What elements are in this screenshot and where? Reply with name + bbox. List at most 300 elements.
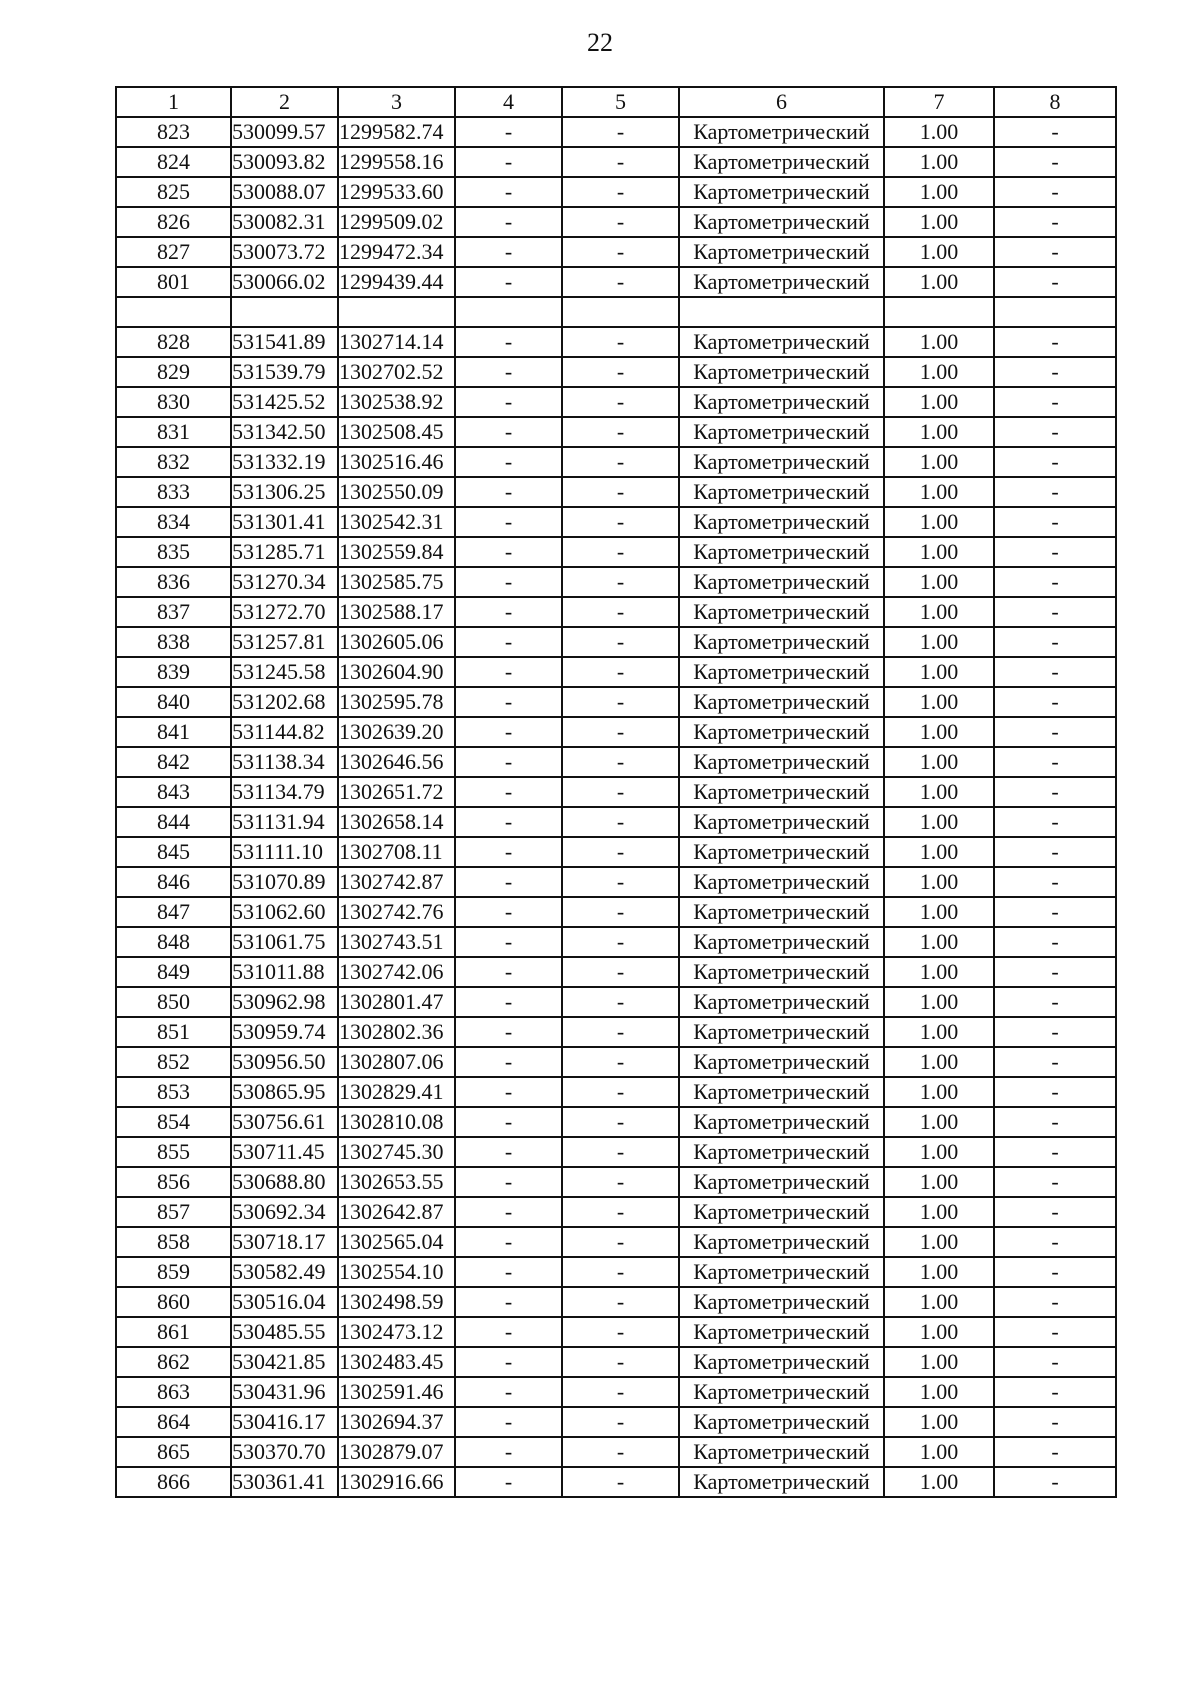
x-coordinate-cell: 531202.68	[231, 687, 338, 717]
accuracy-cell: 1.00	[884, 147, 994, 177]
accuracy-cell: 1.00	[884, 1197, 994, 1227]
column-8-cell: -	[994, 717, 1116, 747]
accuracy-cell: 1.00	[884, 1167, 994, 1197]
x-coordinate-cell: 531425.52	[231, 387, 338, 417]
column-4-cell: -	[455, 777, 562, 807]
column-5-cell	[562, 297, 679, 327]
x-coordinate-cell: 530370.70	[231, 1437, 338, 1467]
x-coordinate-cell: 530082.31	[231, 207, 338, 237]
accuracy-cell: 1.00	[884, 1467, 994, 1497]
y-coordinate-cell: 1302498.59	[338, 1287, 455, 1317]
table-row	[116, 1107, 1116, 1137]
method-cell: Картометрический	[679, 597, 884, 627]
table-row	[116, 897, 1116, 927]
y-coordinate-cell: 1302742.87	[338, 867, 455, 897]
column-8-cell: -	[994, 1107, 1116, 1137]
column-4-cell: -	[455, 897, 562, 927]
point-number-cell: 831	[116, 417, 231, 447]
method-cell: Картометрический	[679, 687, 884, 717]
column-4-cell	[455, 297, 562, 327]
column-4-cell: -	[455, 567, 562, 597]
column-5-cell: -	[562, 207, 679, 237]
y-coordinate-cell: 1302653.55	[338, 1167, 455, 1197]
table-row	[116, 1467, 1116, 1497]
accuracy-cell: 1.00	[884, 207, 994, 237]
x-coordinate-cell: 531306.25	[231, 477, 338, 507]
table-row	[116, 1257, 1116, 1287]
column-4-cell: -	[455, 1167, 562, 1197]
column-8-cell: -	[994, 1077, 1116, 1107]
method-cell: Картометрический	[679, 477, 884, 507]
point-number-cell: 848	[116, 927, 231, 957]
point-number-cell: 861	[116, 1317, 231, 1347]
column-4-cell: -	[455, 837, 562, 867]
x-coordinate-cell: 530416.17	[231, 1407, 338, 1437]
y-coordinate-cell: 1302708.11	[338, 837, 455, 867]
point-number-cell: 864	[116, 1407, 231, 1437]
point-number-cell: 866	[116, 1467, 231, 1497]
x-coordinate-cell: 531070.89	[231, 867, 338, 897]
y-coordinate-cell: 1302554.10	[338, 1257, 455, 1287]
x-coordinate-cell: 531342.50	[231, 417, 338, 447]
column-4-cell: -	[455, 1137, 562, 1167]
column-5-cell: -	[562, 1407, 679, 1437]
table-row	[116, 297, 1116, 327]
column-5-cell: -	[562, 1377, 679, 1407]
column-8-cell: -	[994, 807, 1116, 837]
x-coordinate-cell: 530088.07	[231, 177, 338, 207]
method-cell: Картометрический	[679, 957, 884, 987]
point-number-cell: 833	[116, 477, 231, 507]
column-header: 8	[994, 87, 1116, 117]
column-8-cell: -	[994, 597, 1116, 627]
x-coordinate-cell: 530711.45	[231, 1137, 338, 1167]
y-coordinate-cell: 1302585.75	[338, 567, 455, 597]
column-4-cell: -	[455, 1017, 562, 1047]
y-coordinate-cell: 1299533.60	[338, 177, 455, 207]
y-coordinate-cell: 1302604.90	[338, 657, 455, 687]
accuracy-cell: 1.00	[884, 387, 994, 417]
column-5-cell: -	[562, 897, 679, 927]
column-8-cell: -	[994, 1407, 1116, 1437]
point-number-cell: 828	[116, 327, 231, 357]
y-coordinate-cell: 1302483.45	[338, 1347, 455, 1377]
x-coordinate-cell: 530066.02	[231, 267, 338, 297]
method-cell: Картометрический	[679, 237, 884, 267]
column-8-cell: -	[994, 987, 1116, 1017]
column-4-cell: -	[455, 717, 562, 747]
method-cell: Картометрический	[679, 1107, 884, 1137]
column-5-cell: -	[562, 1317, 679, 1347]
column-4-cell: -	[455, 687, 562, 717]
method-cell: Картометрический	[679, 1047, 884, 1077]
column-8-cell: -	[994, 1347, 1116, 1377]
x-coordinate-cell: 531301.41	[231, 507, 338, 537]
y-coordinate-cell: 1302642.87	[338, 1197, 455, 1227]
column-8-cell: -	[994, 837, 1116, 867]
accuracy-cell: 1.00	[884, 567, 994, 597]
column-8-cell: -	[994, 657, 1116, 687]
column-8-cell: -	[994, 267, 1116, 297]
method-cell: Картометрический	[679, 1437, 884, 1467]
point-number-cell: 838	[116, 627, 231, 657]
x-coordinate-cell: 531134.79	[231, 777, 338, 807]
column-8-cell: -	[994, 1377, 1116, 1407]
column-8-cell: -	[994, 777, 1116, 807]
point-number-cell: 855	[116, 1137, 231, 1167]
x-coordinate-cell: 530718.17	[231, 1227, 338, 1257]
point-number-cell: 801	[116, 267, 231, 297]
column-5-cell: -	[562, 1347, 679, 1377]
column-5-cell: -	[562, 687, 679, 717]
column-4-cell: -	[455, 207, 562, 237]
column-5-cell: -	[562, 777, 679, 807]
column-8-cell: -	[994, 567, 1116, 597]
y-coordinate-cell: 1302810.08	[338, 1107, 455, 1137]
accuracy-cell: 1.00	[884, 1377, 994, 1407]
table-row	[116, 927, 1116, 957]
point-number-cell: 847	[116, 897, 231, 927]
table-row	[116, 1317, 1116, 1347]
point-number-cell: 845	[116, 837, 231, 867]
method-cell: Картометрический	[679, 867, 884, 897]
column-8-cell: -	[994, 1467, 1116, 1497]
y-coordinate-cell: 1302639.20	[338, 717, 455, 747]
column-4-cell: -	[455, 327, 562, 357]
table-row	[116, 1077, 1116, 1107]
method-cell: Картометрический	[679, 1377, 884, 1407]
point-number-cell: 856	[116, 1167, 231, 1197]
table-row	[116, 267, 1116, 297]
accuracy-cell: 1.00	[884, 717, 994, 747]
column-4-cell: -	[455, 1407, 562, 1437]
y-coordinate-cell: 1302591.46	[338, 1377, 455, 1407]
method-cell: Картометрический	[679, 807, 884, 837]
column-5-cell: -	[562, 837, 679, 867]
column-header: 7	[884, 87, 994, 117]
accuracy-cell: 1.00	[884, 1317, 994, 1347]
point-number-cell: 851	[116, 1017, 231, 1047]
point-number-cell: 837	[116, 597, 231, 627]
point-number-cell: 839	[116, 657, 231, 687]
method-cell: Картометрический	[679, 117, 884, 147]
accuracy-cell: 1.00	[884, 1047, 994, 1077]
method-cell: Картометрический	[679, 897, 884, 927]
x-coordinate-cell: 530756.61	[231, 1107, 338, 1137]
accuracy-cell: 1.00	[884, 477, 994, 507]
accuracy-cell: 1.00	[884, 957, 994, 987]
method-cell: Картометрический	[679, 927, 884, 957]
y-coordinate-cell: 1302745.30	[338, 1137, 455, 1167]
y-coordinate-cell: 1299582.74	[338, 117, 455, 147]
accuracy-cell: 1.00	[884, 1437, 994, 1467]
y-coordinate-cell: 1302714.14	[338, 327, 455, 357]
column-4-cell: -	[455, 807, 562, 837]
accuracy-cell: 1.00	[884, 927, 994, 957]
x-coordinate-cell: 530099.57	[231, 117, 338, 147]
table-row	[116, 537, 1116, 567]
column-5-cell: -	[562, 417, 679, 447]
column-5-cell: -	[562, 1077, 679, 1107]
point-number-cell: 852	[116, 1047, 231, 1077]
column-4-cell: -	[455, 447, 562, 477]
column-5-cell: -	[562, 807, 679, 837]
point-number-cell: 830	[116, 387, 231, 417]
column-4-cell: -	[455, 237, 562, 267]
method-cell: Картометрический	[679, 1257, 884, 1287]
column-5-cell: -	[562, 987, 679, 1017]
y-coordinate-cell: 1302565.04	[338, 1227, 455, 1257]
table-row	[116, 837, 1116, 867]
column-header: 5	[562, 87, 679, 117]
column-4-cell: -	[455, 1467, 562, 1497]
x-coordinate-cell: 530516.04	[231, 1287, 338, 1317]
table-row	[116, 507, 1116, 537]
column-8-cell: -	[994, 207, 1116, 237]
column-5-cell: -	[562, 567, 679, 597]
method-cell: Картометрический	[679, 387, 884, 417]
x-coordinate-cell: 530431.96	[231, 1377, 338, 1407]
table-row	[116, 1377, 1116, 1407]
table-row	[116, 327, 1116, 357]
method-cell: Картометрический	[679, 627, 884, 657]
method-cell: Картометрический	[679, 1077, 884, 1107]
method-cell: Картометрический	[679, 447, 884, 477]
y-coordinate-cell: 1302658.14	[338, 807, 455, 837]
column-5-cell: -	[562, 1047, 679, 1077]
column-4-cell: -	[455, 747, 562, 777]
column-4-cell: -	[455, 1257, 562, 1287]
table-row	[116, 627, 1116, 657]
method-cell: Картометрический	[679, 1407, 884, 1437]
method-cell: Картометрический	[679, 717, 884, 747]
point-number-cell	[116, 297, 231, 327]
table-row	[116, 177, 1116, 207]
point-number-cell: 823	[116, 117, 231, 147]
column-5-cell: -	[562, 597, 679, 627]
column-5-cell: -	[562, 867, 679, 897]
method-cell: Картометрический	[679, 567, 884, 597]
column-4-cell: -	[455, 1437, 562, 1467]
column-4-cell: -	[455, 1077, 562, 1107]
table-row	[116, 657, 1116, 687]
y-coordinate-cell: 1302538.92	[338, 387, 455, 417]
y-coordinate-cell: 1302801.47	[338, 987, 455, 1017]
table-row	[116, 747, 1116, 777]
column-8-cell: -	[994, 1197, 1116, 1227]
coordinates-table	[115, 86, 1117, 1498]
column-header: 2	[231, 87, 338, 117]
column-5-cell: -	[562, 717, 679, 747]
table-body	[116, 117, 1116, 1497]
column-5-cell: -	[562, 177, 679, 207]
x-coordinate-cell: 531541.89	[231, 327, 338, 357]
accuracy-cell: 1.00	[884, 1017, 994, 1047]
y-coordinate-cell: 1299472.34	[338, 237, 455, 267]
y-coordinate-cell: 1302559.84	[338, 537, 455, 567]
y-coordinate-cell: 1302542.31	[338, 507, 455, 537]
accuracy-cell: 1.00	[884, 357, 994, 387]
column-5-cell: -	[562, 747, 679, 777]
accuracy-cell: 1.00	[884, 687, 994, 717]
column-8-cell: -	[994, 177, 1116, 207]
column-8-cell: -	[994, 867, 1116, 897]
column-4-cell: -	[455, 987, 562, 1017]
accuracy-cell: 1.00	[884, 1137, 994, 1167]
column-5-cell: -	[562, 957, 679, 987]
y-coordinate-cell: 1302743.51	[338, 927, 455, 957]
method-cell: Картометрический	[679, 1017, 884, 1047]
y-coordinate-cell: 1302605.06	[338, 627, 455, 657]
accuracy-cell: 1.00	[884, 1077, 994, 1107]
column-5-cell: -	[562, 1017, 679, 1047]
table-row	[116, 957, 1116, 987]
column-5-cell: -	[562, 927, 679, 957]
column-8-cell: -	[994, 1437, 1116, 1467]
point-number-cell: 850	[116, 987, 231, 1017]
y-coordinate-cell: 1302646.56	[338, 747, 455, 777]
accuracy-cell: 1.00	[884, 447, 994, 477]
table-row	[116, 357, 1116, 387]
x-coordinate-cell: 530865.95	[231, 1077, 338, 1107]
column-8-cell: -	[994, 327, 1116, 357]
x-coordinate-cell: 530485.55	[231, 1317, 338, 1347]
column-header: 1	[116, 87, 231, 117]
table-row	[116, 207, 1116, 237]
method-cell: Картометрический	[679, 1167, 884, 1197]
column-4-cell: -	[455, 657, 562, 687]
accuracy-cell: 1.00	[884, 267, 994, 297]
point-number-cell: 865	[116, 1437, 231, 1467]
point-number-cell: 829	[116, 357, 231, 387]
x-coordinate-cell: 531270.34	[231, 567, 338, 597]
method-cell: Картометрический	[679, 507, 884, 537]
column-5-cell: -	[562, 117, 679, 147]
y-coordinate-cell: 1302550.09	[338, 477, 455, 507]
column-4-cell: -	[455, 417, 562, 447]
column-5-cell: -	[562, 327, 679, 357]
column-5-cell: -	[562, 1287, 679, 1317]
table-row	[116, 1167, 1116, 1197]
method-cell: Картометрический	[679, 357, 884, 387]
x-coordinate-cell: 530959.74	[231, 1017, 338, 1047]
x-coordinate-cell: 530073.72	[231, 237, 338, 267]
method-cell: Картометрический	[679, 777, 884, 807]
method-cell: Картометрический	[679, 1137, 884, 1167]
accuracy-cell: 1.00	[884, 627, 994, 657]
y-coordinate-cell: 1302742.76	[338, 897, 455, 927]
column-4-cell: -	[455, 1317, 562, 1347]
accuracy-cell: 1.00	[884, 237, 994, 267]
x-coordinate-cell: 531539.79	[231, 357, 338, 387]
column-4-cell: -	[455, 1287, 562, 1317]
column-5-cell: -	[562, 237, 679, 267]
point-number-cell: 849	[116, 957, 231, 987]
x-coordinate-cell: 530962.98	[231, 987, 338, 1017]
column-5-cell: -	[562, 147, 679, 177]
table-row	[116, 1047, 1116, 1077]
column-4-cell: -	[455, 927, 562, 957]
column-8-cell: -	[994, 1317, 1116, 1347]
x-coordinate-cell: 531257.81	[231, 627, 338, 657]
column-5-cell: -	[562, 507, 679, 537]
y-coordinate-cell: 1299558.16	[338, 147, 455, 177]
table-row	[116, 237, 1116, 267]
column-4-cell: -	[455, 147, 562, 177]
x-coordinate-cell: 530956.50	[231, 1047, 338, 1077]
column-4-cell: -	[455, 537, 562, 567]
table-row	[116, 567, 1116, 597]
table-row	[116, 447, 1116, 477]
column-5-cell: -	[562, 447, 679, 477]
column-header: 6	[679, 87, 884, 117]
column-5-cell: -	[562, 1167, 679, 1197]
column-4-cell: -	[455, 1377, 562, 1407]
y-coordinate-cell: 1302802.36	[338, 1017, 455, 1047]
table-row	[116, 117, 1116, 147]
x-coordinate-cell: 531061.75	[231, 927, 338, 957]
method-cell: Картометрический	[679, 207, 884, 237]
y-coordinate-cell: 1302879.07	[338, 1437, 455, 1467]
x-coordinate-cell: 530421.85	[231, 1347, 338, 1377]
method-cell: Картометрический	[679, 1347, 884, 1377]
point-number-cell: 841	[116, 717, 231, 747]
column-5-cell: -	[562, 627, 679, 657]
column-8-cell: -	[994, 387, 1116, 417]
column-5-cell: -	[562, 657, 679, 687]
column-4-cell: -	[455, 477, 562, 507]
accuracy-cell: 1.00	[884, 747, 994, 777]
column-8-cell: -	[994, 747, 1116, 777]
point-number-cell: 858	[116, 1227, 231, 1257]
column-8-cell: -	[994, 627, 1116, 657]
x-coordinate-cell: 531062.60	[231, 897, 338, 927]
column-4-cell: -	[455, 357, 562, 387]
table-row	[116, 987, 1116, 1017]
y-coordinate-cell: 1302829.41	[338, 1077, 455, 1107]
y-coordinate-cell: 1302516.46	[338, 447, 455, 477]
table-row	[116, 867, 1116, 897]
header-row	[116, 87, 1116, 117]
table-row	[116, 1197, 1116, 1227]
table-row	[116, 1227, 1116, 1257]
y-coordinate-cell: 1302694.37	[338, 1407, 455, 1437]
point-number-cell: 827	[116, 237, 231, 267]
column-4-cell: -	[455, 117, 562, 147]
column-5-cell: -	[562, 357, 679, 387]
x-coordinate-cell: 531011.88	[231, 957, 338, 987]
y-coordinate-cell: 1302702.52	[338, 357, 455, 387]
point-number-cell: 836	[116, 567, 231, 597]
column-8-cell: -	[994, 357, 1116, 387]
table-row	[116, 687, 1116, 717]
column-8-cell	[994, 297, 1116, 327]
y-coordinate-cell: 1302595.78	[338, 687, 455, 717]
point-number-cell: 844	[116, 807, 231, 837]
method-cell: Картометрический	[679, 747, 884, 777]
accuracy-cell: 1.00	[884, 1227, 994, 1257]
table-row	[116, 147, 1116, 177]
table-row	[116, 1017, 1116, 1047]
table-row	[116, 417, 1116, 447]
column-4-cell: -	[455, 627, 562, 657]
point-number-cell: 832	[116, 447, 231, 477]
table-row	[116, 717, 1116, 747]
accuracy-cell: 1.00	[884, 1257, 994, 1287]
point-number-cell: 835	[116, 537, 231, 567]
table-row	[116, 387, 1116, 417]
y-coordinate-cell	[338, 297, 455, 327]
